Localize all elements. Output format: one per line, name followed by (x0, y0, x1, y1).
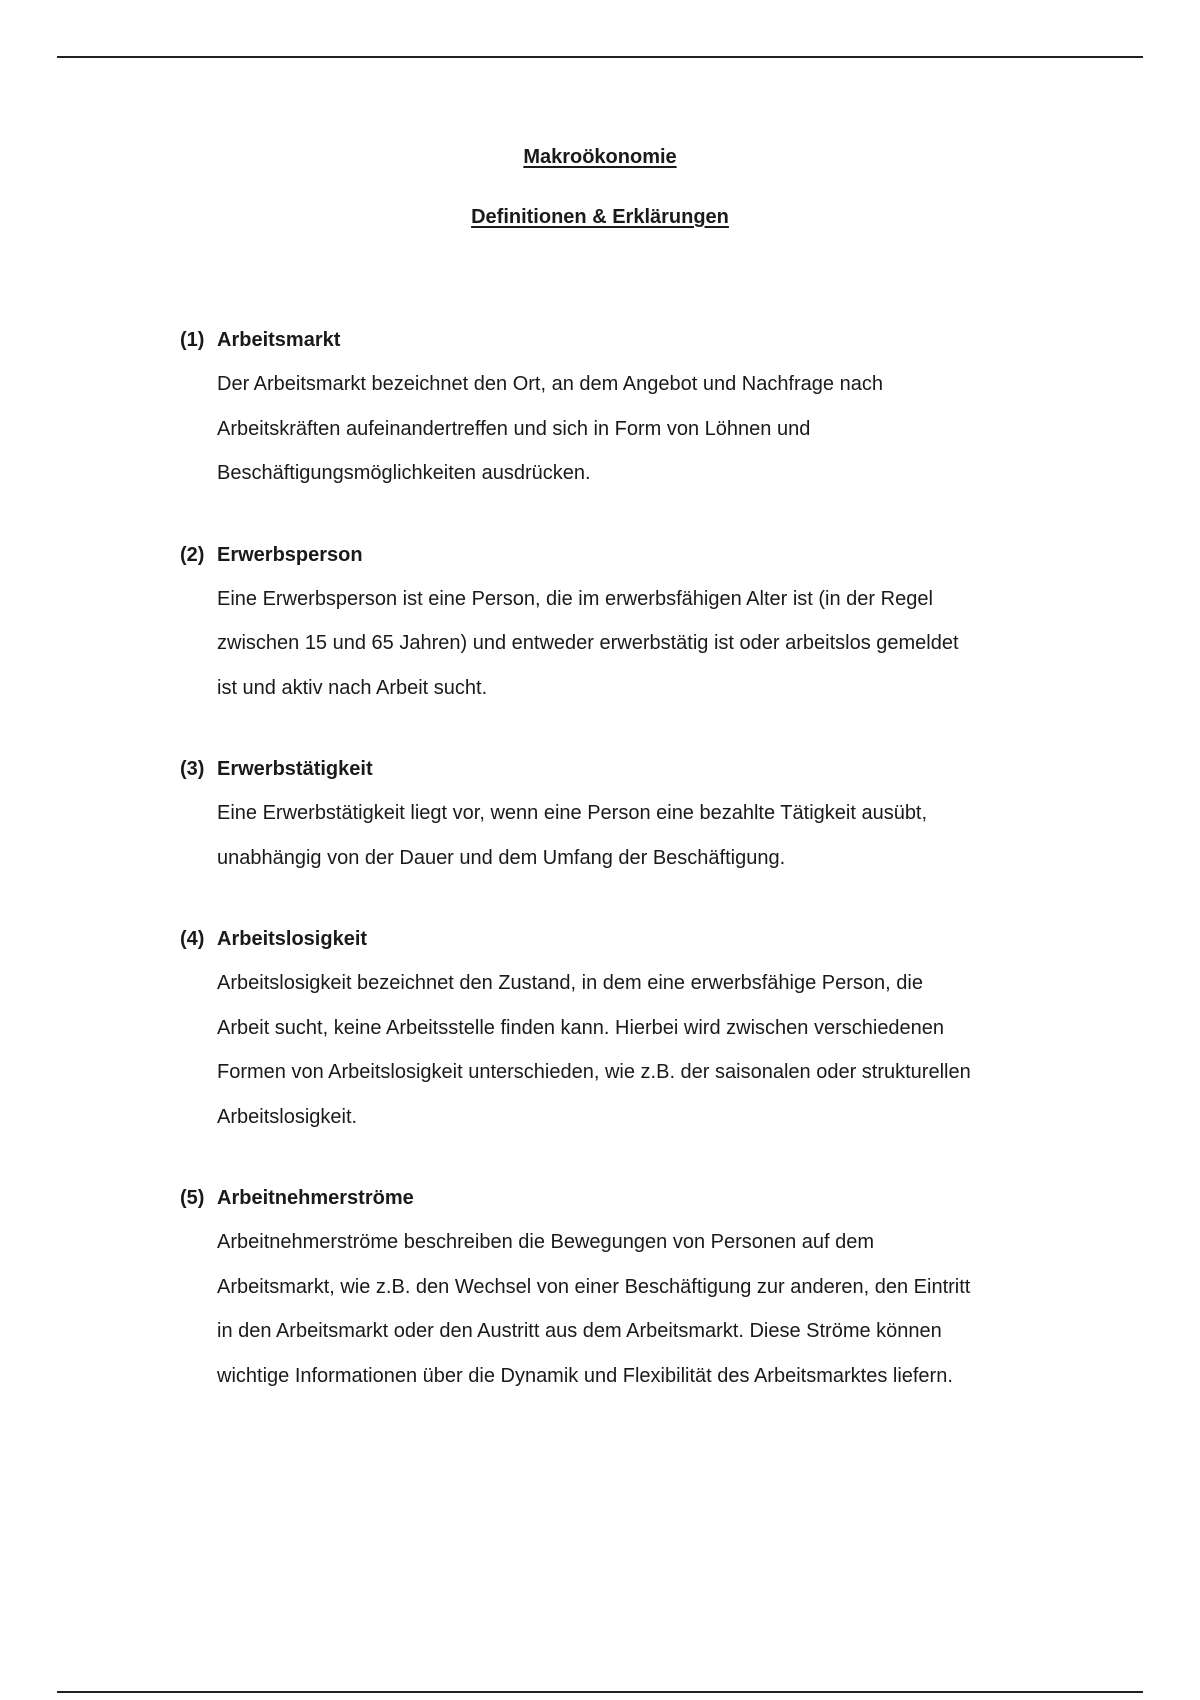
definition-number: (3) (180, 758, 205, 780)
text-line: in den Arbeitsmarkt oder den Austritt aus dem Arbeitsmarkt. Diese Ströme können (217, 1320, 942, 1342)
definition-entry (180, 325, 1080, 496)
definition-term: Arbeitsmarkt (217, 329, 341, 351)
definition-text (217, 1213, 1077, 1398)
definitions-list (180, 325, 1080, 1442)
text-line: unabhängig von der Dauer und dem Umfang der Beschäftigung. (217, 846, 786, 869)
top-rule (57, 56, 1143, 58)
definition-entry (180, 1183, 1080, 1398)
definition-number: (2) (180, 543, 205, 566)
bottom-rule (57, 1691, 1143, 1693)
definition-heading (180, 924, 1080, 954)
text-line: ist und aktiv nach Arbeit sucht. (217, 676, 488, 699)
definition-heading (180, 540, 1080, 570)
document-title: Makroökonomie (523, 146, 677, 168)
definition-term: Erwerbstätigkeit (217, 758, 373, 780)
text-line: zwischen 15 und 65 Jahren) und entweder erwerbstätig ist oder arbeitslos gemeldet (217, 632, 959, 654)
text-line: Arbeitskräften aufeinandertreffen und sich in Form von Löhnen und (217, 417, 811, 440)
text-line: Formen von Arbeitslosigkeit unterschieden, wie z.B. der saisonalen oder strukturellen (217, 1061, 971, 1083)
definition-number: (1) (180, 329, 205, 351)
definition-heading (180, 1183, 1080, 1213)
definition-text (217, 355, 1077, 496)
text-line: Arbeitsmarkt, wie z.B. den Wechsel von einer Beschäftigung zur anderen, den Eintritt (217, 1275, 971, 1298)
text-line: Arbeitslosigkeit bezeichnet den Zustand, in dem eine erwerbsfähige Person, die (217, 972, 923, 994)
definition-text (217, 570, 1077, 711)
definition-term: Erwerbsperson (217, 543, 363, 566)
text-line: Eine Erwerbsperson ist eine Person, die im erwerbsfähigen Alter ist (in der Regel (217, 587, 933, 610)
definition-heading (180, 325, 1080, 355)
document-subtitle: Definitionen & Erklärungen (471, 206, 729, 228)
text-line: Beschäftigungsmöglichkeiten ausdrücken. (217, 462, 591, 484)
definition-term: Arbeitslosigkeit (217, 928, 368, 950)
definition-text (217, 784, 1077, 880)
definition-entry (180, 754, 1080, 880)
text-line: Arbeitslosigkeit. (217, 1105, 358, 1128)
text-line: Arbeit sucht, keine Arbeitsstelle finden kann. Hierbei wird zwischen verschiedenen (217, 1016, 945, 1039)
text-line: Eine Erwerbstätigkeit liegt vor, wenn eine Person eine bezahlte Tätigkeit ausübt, (217, 802, 928, 824)
definition-text (217, 954, 1077, 1139)
definition-heading (180, 754, 1080, 784)
definition-number: (4) (180, 928, 205, 950)
text-line: Der Arbeitsmarkt bezeichnet den Ort, an dem Angebot und Nachfrage nach (217, 373, 883, 395)
definition-entry (180, 540, 1080, 711)
text-line: wichtige Informationen über die Dynamik und Flexibilität des Arbeitsmarktes liefern. (217, 1364, 953, 1387)
definition-entry (180, 924, 1080, 1139)
text-line: Arbeitnehmerströme beschreiben die Bewegungen von Personen auf dem (217, 1231, 875, 1253)
definition-number: (5) (180, 1187, 205, 1209)
definition-term: Arbeitnehmerströme (217, 1187, 414, 1209)
